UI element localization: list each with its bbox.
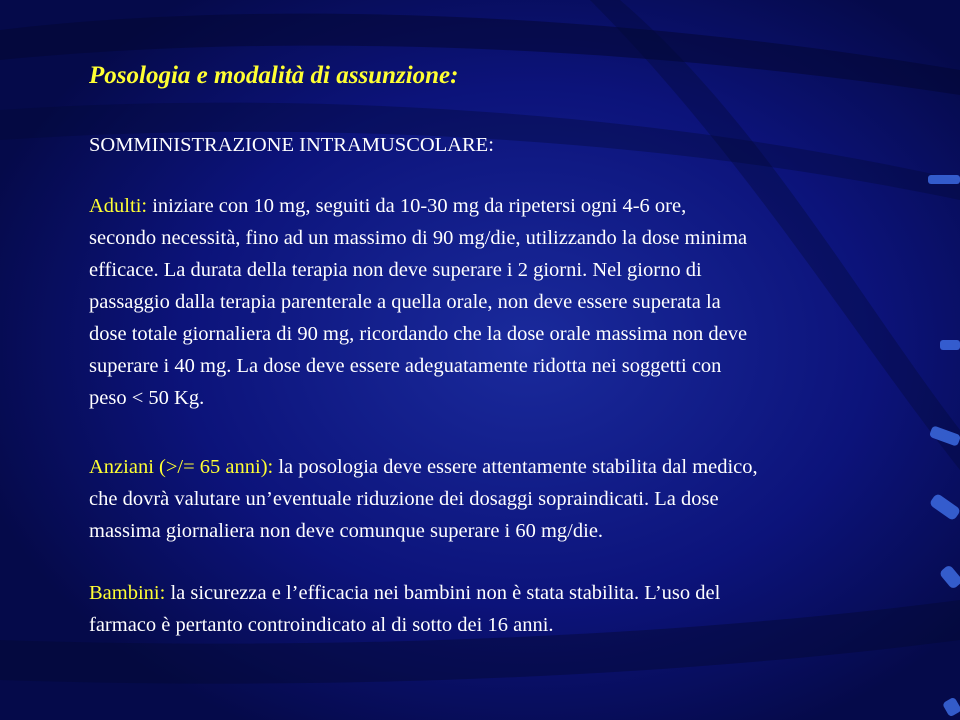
adults-line-7: peso < 50 Kg. — [89, 387, 205, 409]
adults-line-1 — [89, 190, 954, 222]
children-text: la sicurezza e l’efficacia nei bambini non è stata stabilita. L’uso del — [165, 582, 721, 604]
elderly-line-1 — [89, 451, 954, 483]
elderly-label: Anziani (>/= 65 anni): — [89, 456, 274, 478]
elderly-line-2: che dovrà valutare un’eventuale riduzione dei dosaggi sopraindicati. La dose — [89, 488, 719, 510]
elderly-paragraph — [89, 451, 954, 547]
adults-line-2: secondo necessità, fino ad un massimo di 90 mg/die, utilizzando la dose minima — [89, 227, 748, 249]
elderly-line-3: massima giornaliera non deve comunque superare i 60 mg/die. — [89, 520, 604, 542]
elderly-text: la posologia deve essere attentamente stabilita dal medico, — [273, 456, 758, 478]
adults-line-5: dose totale giornaliera di 90 mg, ricordando che la dose orale massima non deve — [89, 323, 748, 345]
children-paragraph — [89, 577, 954, 641]
children-line-2: farmaco è pertanto controindicato al di sotto dei 16 anni. — [89, 614, 554, 636]
children-label: Bambini: — [89, 582, 166, 604]
slide-title: Posologia e modalità di assunzione: — [89, 62, 459, 89]
adults-line-6: superare i 40 mg. La dose deve essere adeguatamente ridotta nei soggetti con — [89, 355, 722, 377]
adults-line-3: efficace. La durata della terapia non deve superare i 2 giorni. Nel giorno di — [89, 259, 702, 281]
section-heading: SOMMINISTRAZIONE INTRAMUSCOLARE: — [89, 134, 494, 156]
adults-line-4: passaggio dalla terapia parenterale a quella orale, non deve essere superata la — [89, 291, 721, 313]
adults-label: Adulti: — [89, 195, 148, 217]
adults-text: iniziare con 10 mg, seguiti da 10-30 mg da ripetersi ogni 4-6 ore, — [147, 195, 687, 217]
adults-paragraph — [89, 190, 954, 414]
children-line-1 — [89, 577, 954, 609]
